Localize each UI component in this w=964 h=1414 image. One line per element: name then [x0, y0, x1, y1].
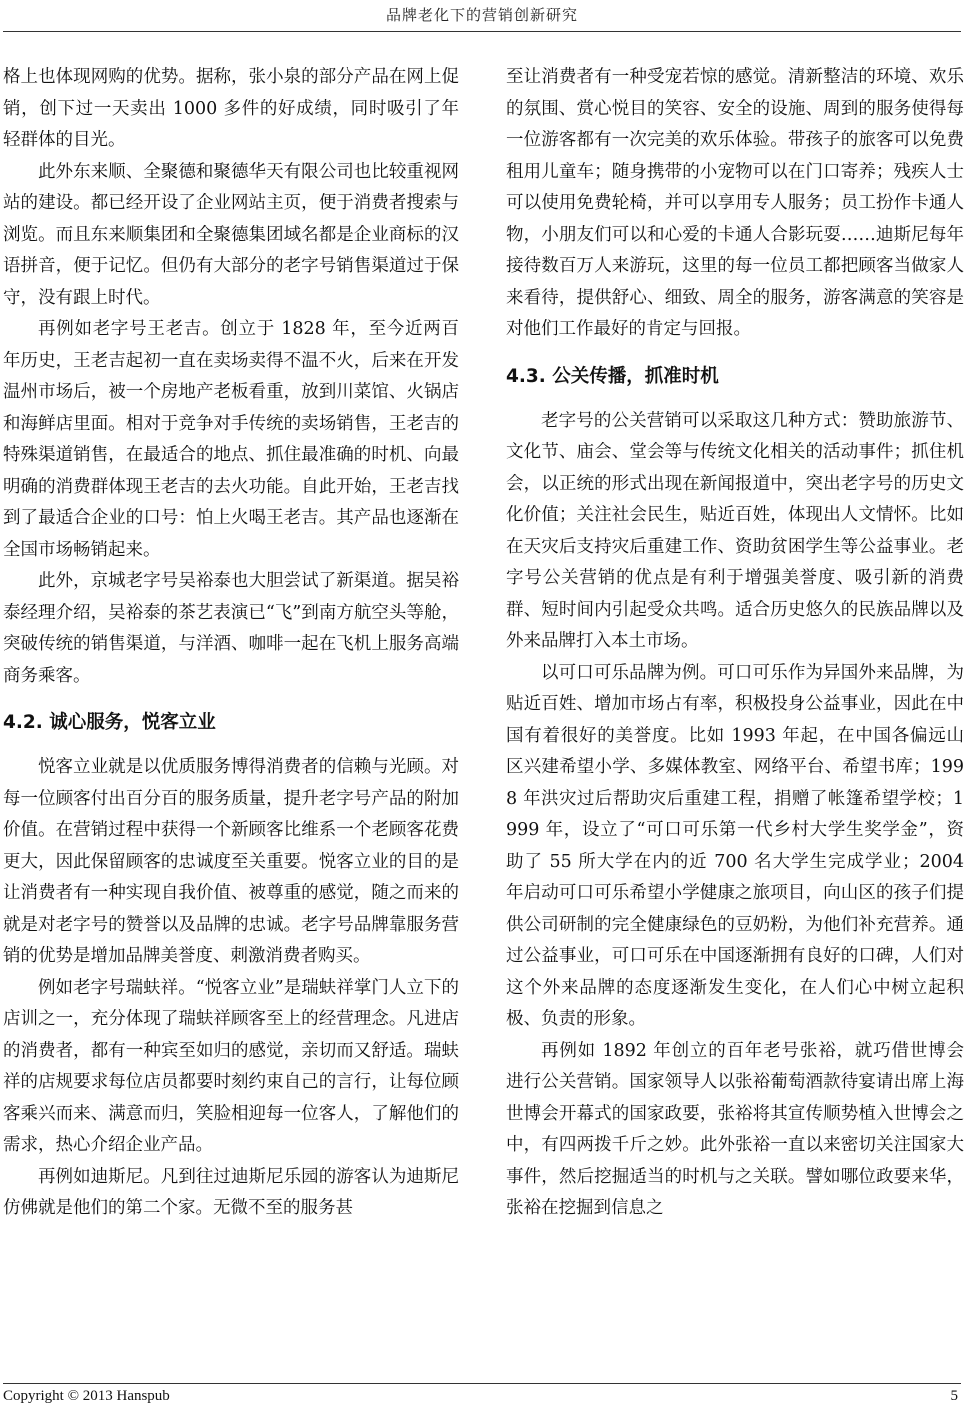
paragraph: 例如老字号瑞蚨祥。“悦客立业”是瑞蚨祥掌门人立下的店训之一，充分体现了瑞蚨祥顾客至上的经营理念。凡进店的消费者，都有一种宾至如归的感觉，亲切而又舒适。瑞蚨祥的店规要求每位店员都要时刻约束自己的言行，让每位顾客乘兴而来、满意而归，笑脸相迎每一位客人，了解他们的需求，热心介绍企业产品。: [3, 977, 459, 1155]
paragraph: 以可口可乐品牌为例。可口可乐作为异国外来品牌，为贴近百姓、增加市场占有率，积极投身公益事业，因此在中国有着很好的美誉度。比如 1993 年起，在中国各偏远山区兴建希望小学、多媒体教室、网络平台、希望书库；1998 年洪灾过后帮助灾后重建工程，捐赠了帐篷希望学校；1999 年，设立了“可口可乐第一代乡村大学生奖学金”，资助了 55 所大学在内的近 700 名大学生完成学业；2004 年启动可口可乐希望小学健康之旅项目，向山区的孩子们提供公司研制的完全健康绿色的豆奶粉，为他们补充营养。通过公益事业，可口可乐在中国逐渐拥有良好的口碑，人们对这个外来品牌的态度逐渐发生变化，在人们心中树立起积极、负责的形象。: [506, 662, 964, 1029]
footer-rule: [3, 1383, 961, 1384]
paragraph: 格上也体现网购的优势。据称，张小泉的部分产品在网上促销，创下过一天卖出 1000 多件的好成绩，同时吸引了年轻群体的目光。: [3, 67, 459, 150]
paragraph: 老字号的公关营销可以采取这几种方式：赞助旅游节、文化节、庙会、堂会等与传统文化相关的活动事件；抓住机会，以正统的形式出现在新闻报道中，突出老字号的历史文化价值；关注社会民生，贴近百姓，体现出人文情怀。比如在天灾后支持灾后重建工作、资助贫困学生等公益事业。老字号公关营销的优点是有利于增强美誉度、吸引新的消费群、短时间内引起受众共鸣。适合历史悠久的民族品牌以及外来品牌打入本土市场。: [506, 410, 964, 651]
section-heading: 4.2. 诚心服务，悦客立业: [3, 712, 216, 733]
paragraph: 此外，京城老字号吴裕泰也大胆尝试了新渠道。据吴裕泰经理介绍，吴裕泰的茶艺表演已“飞”到南方航空头等舱，突破传统的销售渠道，与洋酒、咖啡一起在飞机上服务高端商务乘客。: [3, 571, 459, 686]
page-number: 5: [950, 1388, 958, 1404]
paragraph: 至让消费者有一种受宠若惊的感觉。清新整洁的环境、欢乐的氛围、赏心悦目的笑容、安全的设施、周到的服务使得每一位游客都有一次完美的欢乐体验。带孩子的旅客可以免费租用儿童车；随身携带的小宠物可以在门口寄养；残疾人士可以使用免费轮椅，并可以享用专人服务；员工扮作卡通人物，小朋友们可以和心爱的卡通人合影玩耍……迪斯尼每年接待数百万人来游玩，这里的每一位员工都把顾客当做家人来看待，提供舒心、细致、周全的服务，游客满意的笑容是对他们工作最好的肯定与回报。: [506, 67, 964, 339]
paragraph: 此外东来顺、全聚德和聚德华天有限公司也比较重视网站的建设。都已经开设了企业网站主页，便于消费者搜索与浏览。而且东来顺集团和全聚德集团域名都是企业商标的汉语拼音，便于记忆。但仍有大部分的老字号销售渠道过于保守，没有跟上时代。: [3, 161, 459, 308]
paragraph: 悦客立业就是以优质服务博得消费者的信赖与光顾。对每一位顾客付出百分百的服务质量，提升老字号产品的附加价值。在营销过程中获得一个新顾客比维系一个老顾客花费更大，因此保留顾客的忠诚度至关重要。悦客立业的目的是让消费者有一种实现自我价值、被尊重的感觉，随之而来的就是对老字号的赞誉以及品牌的忠诚。老字号品牌靠服务营销的优势是增加品牌美誉度、刺激消费者购买。: [3, 757, 459, 966]
header-rule: [3, 31, 961, 32]
paragraph: 再例如 1892 年创立的百年老号张裕，就巧借世博会进行公关营销。国家领导人以张裕葡萄酒款待宴请出席上海世博会开幕式的国家政要，张裕将其宣传顺势植入世博会之中，有四两拨千斤之妙。此外张裕一直以来密切关注国家大事件，然后挖掘适当的时机与之关联。譬如哪位政要来华，张裕在挖掘到信息之: [506, 1040, 964, 1218]
paragraph: 再例如老字号王老吉。创立于 1828 年，至今近两百年历史，王老吉起初一直在卖场卖得不温不火，后来在开发温州市场后，被一个房地产老板看重，放到川菜馆、火锅店和海鲜店里面。相对于竞争对手传统的卖场销售，王老吉的特殊渠道销售，在最适合的地点、抓住最准确的时机、向最明确的消费群体现王老吉的去火功能。自此开始，王老吉找到了最适合企业的口号：怕上火喝王老吉。其产品也逐渐在全国市场畅销起来。: [3, 319, 459, 560]
copyright-notice: Copyright © 2013 Hanspub: [3, 1388, 170, 1404]
running-title: 品牌老化下的营销创新研究: [385, 6, 578, 24]
paragraph: 再例如迪斯尼。凡到往过迪斯尼乐园的游客认为迪斯尼仿佛就是他们的第二个家。无微不至的服务甚: [3, 1166, 459, 1218]
left-column: [3, 62, 459, 1225]
section-heading: 4.3. 公关传播，抓准时机: [506, 365, 719, 387]
right-column: [506, 62, 964, 1225]
